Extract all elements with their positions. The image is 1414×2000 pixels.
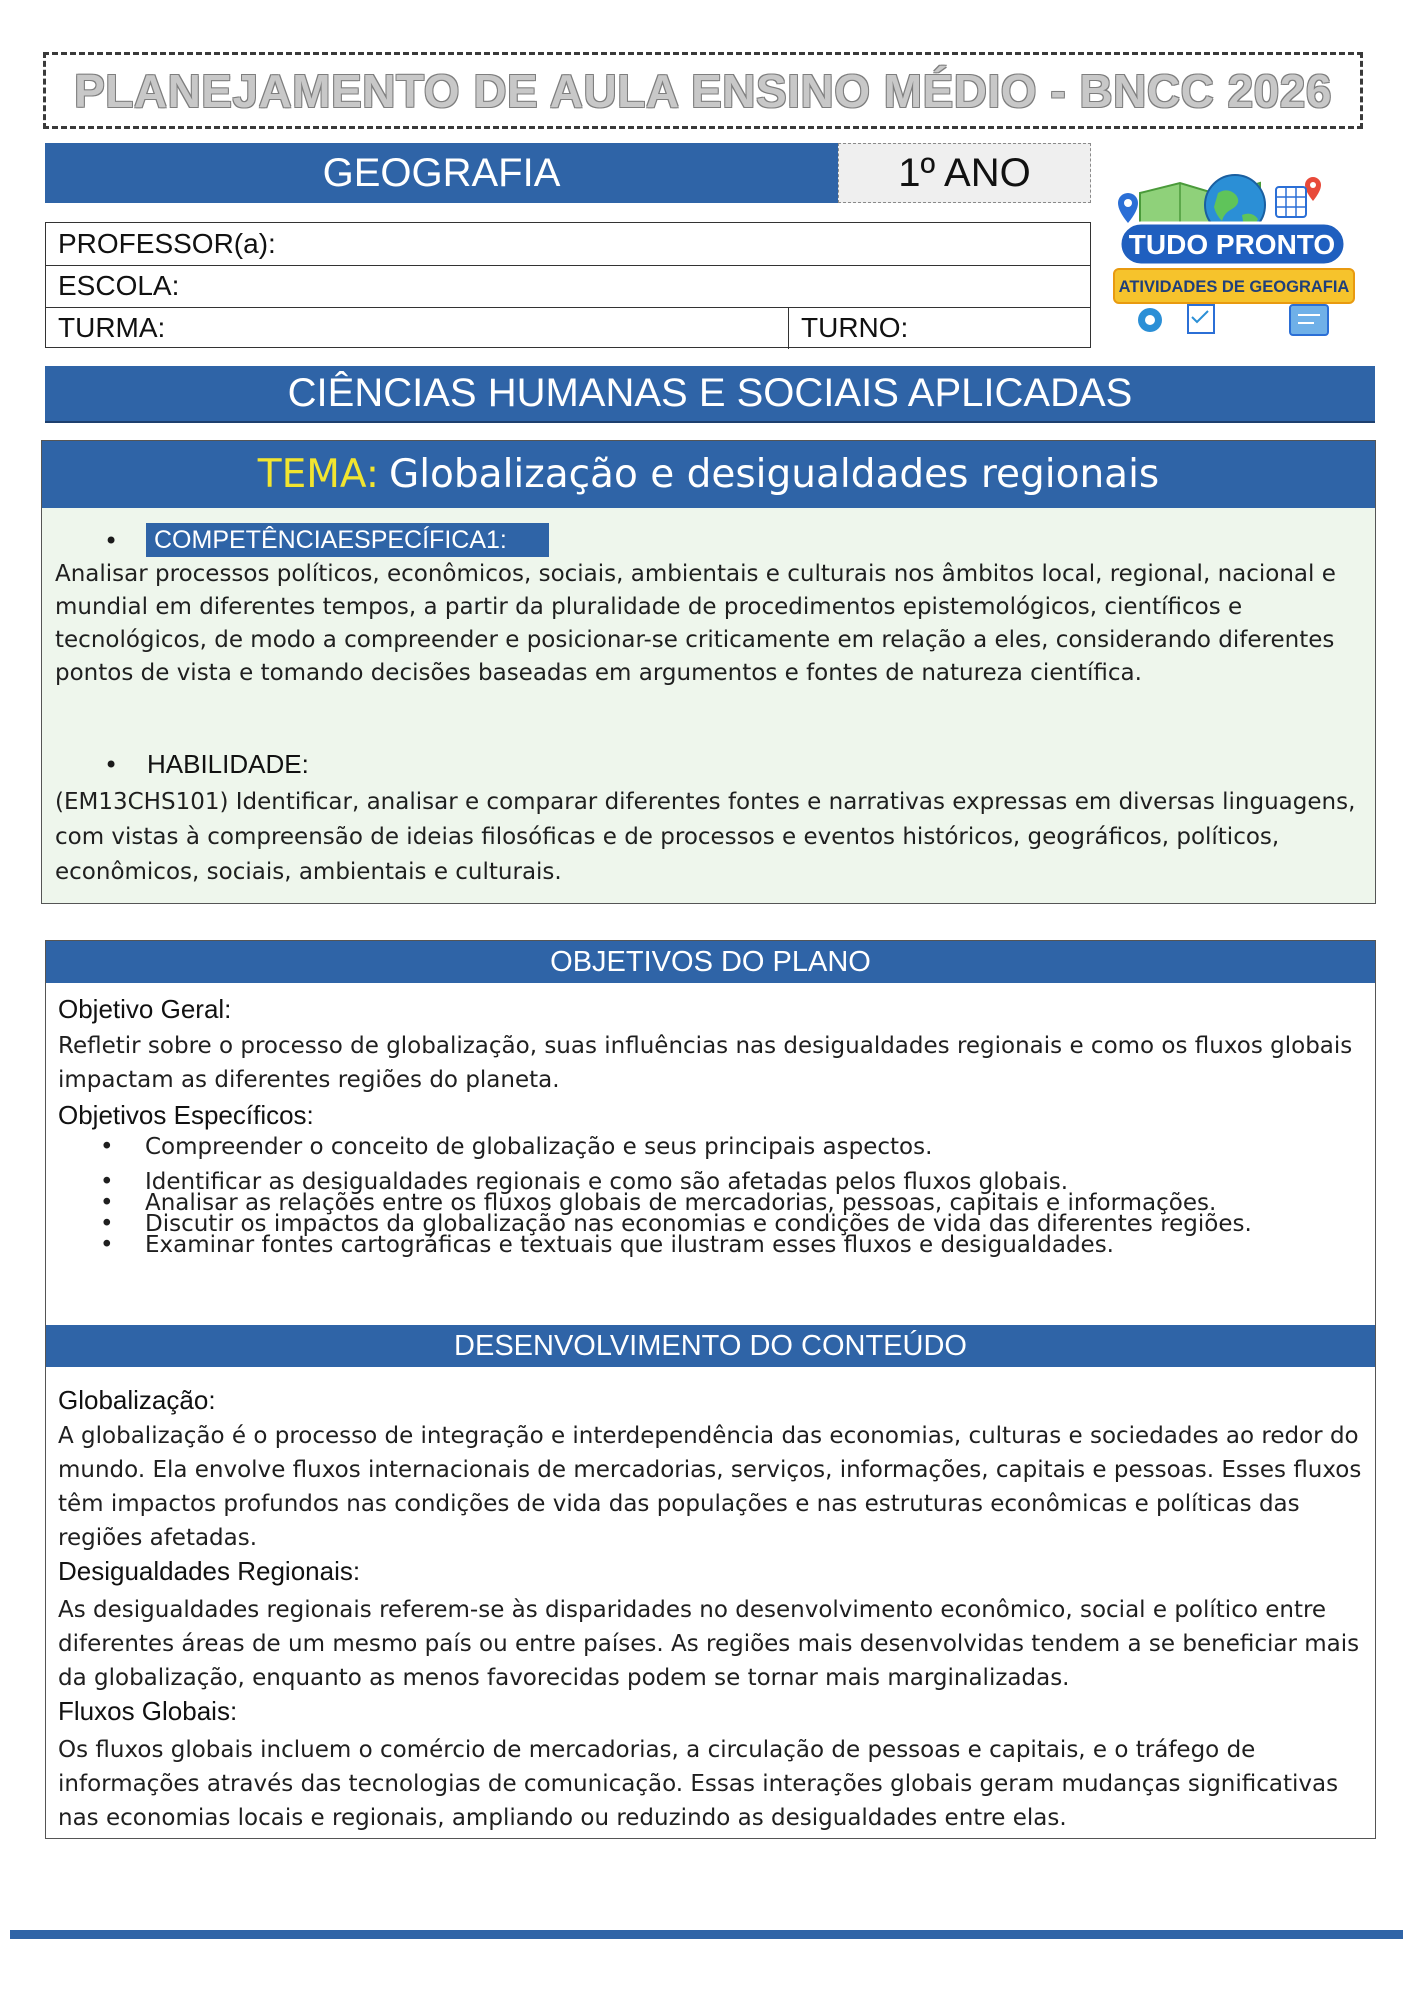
objetivo-especifico-text: Compreender o conceito de globalização e seus principais aspectos.	[145, 1134, 933, 1160]
bullet-icon: •	[100, 1134, 114, 1160]
info-table	[45, 222, 1091, 348]
area-bar: CIÊNCIAS HUMANAS E SOCIAIS APLICADAS	[45, 366, 1375, 423]
escola-row[interactable]	[46, 265, 1090, 308]
objetivos-section	[45, 940, 1376, 1328]
fluxos-label: Fluxos Globais:	[58, 1696, 238, 1726]
tablet-icon	[1290, 305, 1328, 335]
tudo-pronto-logo	[1100, 165, 1365, 345]
desigualdades-text: As desigualdades regionais referem-se às disparidades no desenvolvimento econômico, social e político entre diferentes áreas de um mesmo país ou entre países. As regiões mais desenvolvidas tendem a se beneficiar mais da globalização, enquanto as menos favorecidas podem se tornar mais marginalizadas.	[58, 1597, 1360, 1691]
bullet-icon: •	[100, 1232, 114, 1258]
fluxos-text: Os fluxos globais incluem o comércio de mercadorias, a circulação de pessoas e capitais, e o tráfego de informações através das tecnologias de comunicação. Essas interações globais geram mudanças significativas nas economias locais e regionais, ampliando ou reduzindo as desigualdades entre elas.	[58, 1737, 1339, 1831]
competencia-text: Analisar processos políticos, econômicos, sociais, ambientais e culturais nos âmbitos local, regional, nacional e mundial em diferentes tempos, a partir da pluralidade de procedimentos epistemológicos, científicos e tecnológicos, de modo a compreender e posicionar-se criticamente em relação a eles, considerando diferentes pontos de vista e tomando decisões baseadas em argumentos e fontes de natureza científica.	[55, 561, 1336, 686]
logo-title: TUDO PRONTO	[1128, 229, 1336, 260]
professor-row[interactable]	[46, 223, 1090, 266]
globalizacao-label: Globalização:	[58, 1385, 216, 1415]
objetivo-geral-text: Refletir sobre o processo de globalização, suas influências nas desigualdades regionais e como os fluxos globais impactam as diferentes regiões do planeta.	[58, 1033, 1353, 1093]
turno-cell[interactable]	[788, 307, 1090, 349]
year-box: 1º ANO	[838, 143, 1091, 203]
footer-divider	[10, 1930, 1403, 1939]
escola-label: ESCOLA:	[58, 270, 180, 301]
globalizacao-text: A globalização é o processo de integração e interdependência das economias, culturas e sociedades ao redor do mundo. Ela envolve fluxos internacionais de mercadorias, serviços, informações, capitais e pessoas. Esses fluxos têm impactos profundos nas condições de vida das populações e nas estruturas econômicas e políticas das regiões afetadas.	[58, 1423, 1362, 1551]
professor-label: PROFESSOR(a):	[58, 228, 276, 259]
checklist-icon	[1188, 305, 1214, 333]
page-title: PLANEJAMENTO DE AULA ENSINO MÉDIO - BNCC 2026	[74, 64, 1332, 117]
tema-label: TEMA:	[257, 452, 379, 497]
objetivos-header: OBJETIVOS DO PLANO	[46, 941, 1375, 983]
logo-subtitle: ATIVIDADES DE GEOGRAFIA	[1118, 278, 1350, 296]
turma-label: TURMA:	[58, 312, 166, 343]
tema-text: Globalização e desigualdades regionais	[389, 452, 1160, 497]
grid-icon	[1276, 187, 1306, 217]
bullet-icon: •	[104, 527, 119, 555]
objetivo-especifico-text: Discutir os impactos da globalização nas economias e condições de vida das diferentes regiões.	[145, 1211, 1252, 1237]
habilidade-label: HABILIDADE:	[147, 749, 309, 779]
objetivo-geral-label: Objetivo Geral:	[58, 994, 232, 1024]
objetivo-especifico-text: Examinar fontes cartográficas e textuais que ilustram esses fluxos e desigualdades.	[145, 1232, 1114, 1258]
bullet-icon: •	[100, 1211, 114, 1237]
competencia-label: COMPETÊNCIAESPECÍFICA1:	[146, 523, 549, 557]
title-banner	[43, 52, 1363, 129]
desenvolvimento-header: DESENVOLVIMENTO DO CONTEÚDO	[46, 1325, 1375, 1367]
bullet-icon: •	[104, 751, 119, 779]
turno-label: TURNO:	[801, 312, 909, 343]
turma-row[interactable]	[46, 307, 1090, 349]
subject-bar: GEOGRAFIA	[45, 143, 838, 203]
bullet-icon: •	[100, 1169, 114, 1195]
habilidade-text: (EM13CHS101) Identificar, analisar e comparar diferentes fontes e narrativas expressas em diversas linguagens, com vistas à compreensão de ideias filosóficas e de processos e eventos históricos, geográficos, políticos, econômicos, sociais, ambientais e culturais.	[55, 789, 1356, 885]
objetivos-especificos-label: Objetivos Específicos:	[58, 1100, 314, 1130]
compass-icon	[1138, 308, 1162, 332]
tema-header	[42, 441, 1375, 508]
bullet-icon: •	[100, 1190, 114, 1216]
tema-section	[41, 440, 1376, 904]
desenvolvimento-section	[45, 1325, 1376, 1839]
objetivo-especifico-text: Analisar as relações entre os fluxos globais de mercadorias, pessoas, capitais e informações.	[145, 1190, 1217, 1216]
objetivo-especifico-text: Identificar as desigualdades regionais e como são afetadas pelos fluxos globais.	[145, 1169, 1069, 1195]
desigualdades-label: Desigualdades Regionais:	[58, 1556, 361, 1586]
